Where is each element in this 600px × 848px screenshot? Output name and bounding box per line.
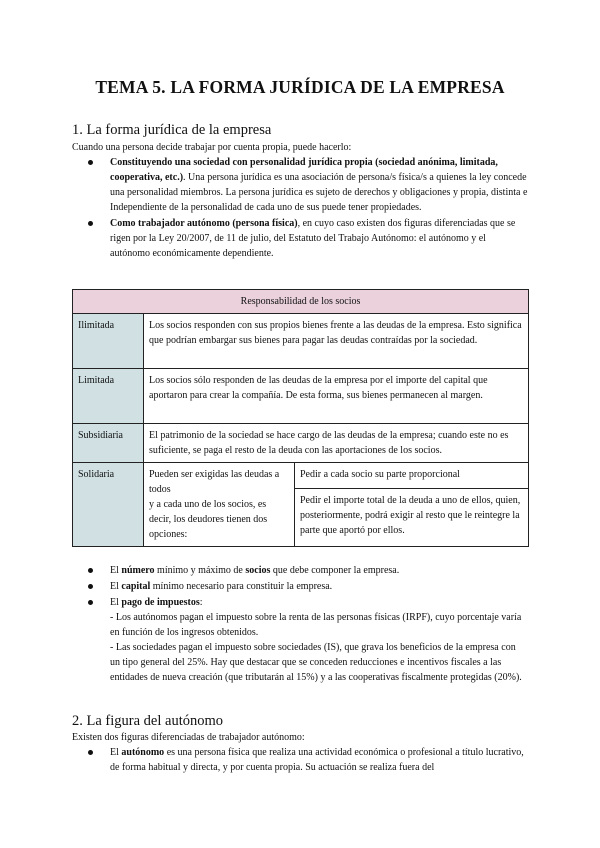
bullet-dot-icon	[88, 568, 93, 573]
page-title: TEMA 5. LA FORMA JURÍDICA DE LA EMPRESA	[95, 77, 505, 97]
list-item	[88, 563, 528, 578]
row-text: El patrimonio de la sociedad se hace cargo de las deudas de la empresa; cuando este no es suficiente, se paga el resto de la deuda con las aportaciones de los socios.	[144, 424, 529, 463]
section2-heading: 2. La figura del autónomo	[72, 713, 223, 729]
row-label: Limitada	[73, 369, 144, 424]
responsibility-table	[72, 289, 529, 547]
list-item	[88, 579, 528, 594]
bullet-text: El	[110, 581, 122, 592]
row-label: Solidaria	[73, 463, 144, 547]
bullet-bold-text: pago de impuestos	[121, 597, 200, 608]
solidaria-option-1: Pedir a cada socio su parte proporcional	[295, 463, 529, 489]
section1-bullet-list	[88, 155, 528, 262]
section1-intro: Cuando una persona decide trabajar por cuenta propia, puede hacerlo:	[72, 142, 352, 153]
bullet-bold-text: Como trabajador autónomo (persona física)	[110, 218, 298, 229]
bullet-text: mínimo necesario para constituir la empresa.	[150, 581, 333, 592]
list-item	[88, 745, 528, 775]
bullet-text: es una persona física que realiza una actividad económica o profesional a título lucrativo, de forma habitual y directa, y por cuenta propia. Su actuación se realiza fuera del	[110, 747, 524, 773]
criteria-bullet-list	[88, 563, 528, 686]
table-row	[73, 424, 529, 463]
bullet-dot-icon	[88, 160, 93, 165]
section2-intro: Existen dos figuras diferenciadas de trabajador autónomo:	[72, 732, 305, 743]
bullet-bold-text: autónomo	[121, 747, 165, 758]
row-label: Subsidiaria	[73, 424, 144, 463]
tax-line-sociedades: - Las sociedades pagan el impuesto sobre sociedades (IS), que grava los beneficios de la empresa con un tipo general del 25%. Hay que destacar que se conceden reducciones e incentivos fiscales a las entidades de nueva creación (que tributarán al 15%) y a las cooperativas fiscalmente protegidas (20%).	[110, 642, 522, 683]
bullet-text: El	[110, 747, 122, 758]
bullet-dot-icon	[88, 221, 93, 226]
bullet-bold-text: capital	[121, 581, 151, 592]
bullet-bold-text: socios	[245, 565, 271, 576]
bullet-text: . Una persona jurídica es una asociación de persona/s física/s a quienes la ley concede una personalidad miembros. La persona jurídica es sujeto de derechos y obligaciones y propia, distinta e Independiente de la personalidad de cada uno de sus puede tener propiedades.	[110, 172, 528, 213]
table-row	[73, 369, 529, 424]
bullet-text: mínimo y máximo de	[154, 565, 246, 576]
section1-heading: 1. La forma jurídica de la empresa	[72, 122, 272, 138]
table-header: Responsabilidad de los socios	[73, 290, 529, 314]
row-text: Los socios responden con sus propios bienes frente a las deudas de la empresa. Esto significa que podrían embargar sus bienes para pagar las deudas contraídas por la sociedad.	[144, 314, 529, 369]
bullet-dot-icon	[88, 584, 93, 589]
bullet-text: El	[110, 565, 122, 576]
table-row	[73, 463, 529, 489]
bullet-text: :	[199, 597, 203, 608]
bullet-dot-icon	[88, 600, 93, 605]
bullet-text: que debe componer la empresa.	[270, 565, 400, 576]
bullet-bold-text: Constituyendo una sociedad con personalidad jurídica propia (sociedad anónima, limitada, cooperativa, etc.)	[110, 157, 498, 183]
bullet-text: El	[110, 597, 122, 608]
bullet-text: , en cuyo caso existen dos figuras diferenciadas que se rigen por la Ley 20/2007, de 11 de julio, del Estatuto del Trabajo Autónomo: el autónomo y el autónomo económicamente dependiente.	[110, 218, 516, 259]
list-item	[88, 155, 528, 215]
tax-line-autonomos: - Los autónomos pagan el impuesto sobre la renta de las personas físicas (IRPF), cuyo porcentaje varía en función de los ingresos obtenidos.	[110, 612, 522, 638]
solidaria-description: Pueden ser exigidas las deudas a todos y a cada uno de los socios, es decir, los deudores tienen dos opciones:	[144, 463, 295, 547]
section2-bullet-list	[88, 745, 528, 776]
row-text: Los socios sólo responden de las deudas de la empresa por el importe del capital que aportaron para crear la compañía. De esta forma, sus bienes permanecen al margen.	[144, 369, 529, 424]
solidaria-option-2: Pedir el importe total de la deuda a uno de ellos, quien, posteriormente, podrá exigir al resto que le reintegre la parte que aportó por ellos.	[295, 488, 529, 546]
bullet-bold-text: número	[121, 565, 155, 576]
row-label: Ilimitada	[73, 314, 144, 369]
table-row	[73, 314, 529, 369]
bullet-dot-icon	[88, 750, 93, 755]
list-item	[88, 216, 528, 261]
list-item	[88, 595, 528, 685]
